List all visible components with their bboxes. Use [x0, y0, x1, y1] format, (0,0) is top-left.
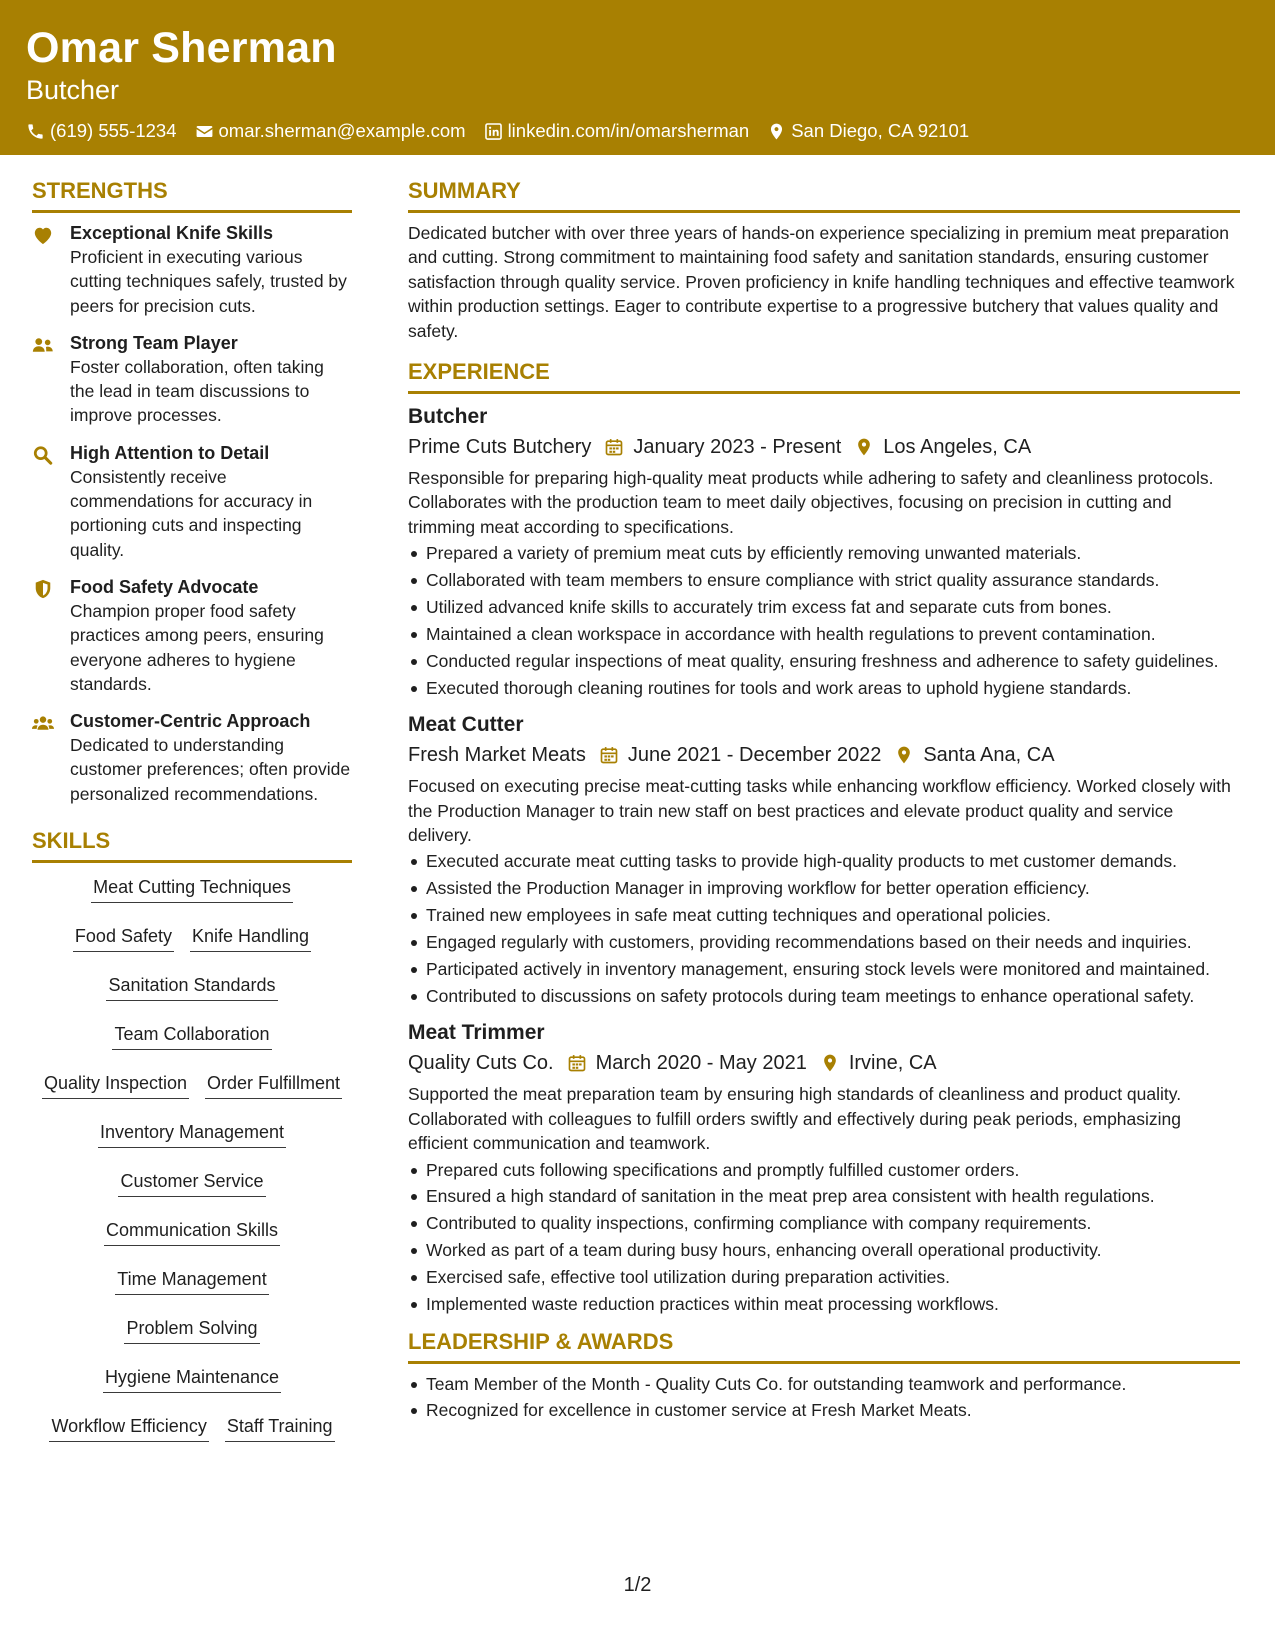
job-location: Irvine, CA [848, 1052, 937, 1075]
skill-tag: Order Fulfillment [205, 1067, 342, 1099]
skill-tag: Communication Skills [104, 1214, 280, 1246]
list-item: Participated actively in inventory management, ensuring stock levels were monitored and maintained. [408, 957, 1240, 981]
list-item: Utilized advanced knife skills to accurately trim excess fat and separate cuts from bones. [408, 595, 1240, 619]
left-column [32, 176, 352, 1459]
users-icon [32, 709, 70, 806]
calendar-icon [599, 745, 619, 765]
contact-phone-text: (619) 555-1234 [50, 120, 177, 141]
map-marker-icon [767, 122, 786, 141]
list-item: Contributed to discussions on safety protocols during team meetings to enhance operational safety. [408, 984, 1240, 1008]
list-item: Prepared cuts following specifications and promptly fulfilled customer orders. [408, 1158, 1240, 1182]
skill-tag: Sanitation Standards [106, 969, 277, 1001]
skill-tag: Team Collaboration [112, 1018, 271, 1050]
job-company: Fresh Market Meats [408, 744, 586, 767]
job-company: Quality Cuts Co. [408, 1052, 554, 1075]
job-meta [408, 740, 1240, 770]
summary-text: Dedicated butcher with over three years of hands-on experience specializing in premium meat preparation and cutting. Strong commitment to maintaining food safety and sanitation standards, ensuring customer satisfaction through quality service. Proven proficiency in knife handling techniques and effective teamwork within production settings. Eager to contribute expertise to a progressive butchery that values quality and safety. [408, 223, 1235, 341]
skill-tag: Inventory Management [98, 1116, 286, 1148]
job-description: Responsible for preparing high-quality meat products while adhering to safety and cleanliness protocols. Collaborates with the production team to meet daily objectives, focusing on precision in cutting and trimming meat according to specifications. [408, 468, 1214, 537]
list-item: Contributed to quality inspections, confirming compliance with company requirements. [408, 1211, 1240, 1235]
list-item: Maintained a clean workspace in accordance with health regulations to prevent contamination. [408, 622, 1240, 646]
awards-list [408, 1372, 1240, 1423]
skill-tag: Food Safety [73, 920, 174, 952]
awards-heading: LEADERSHIP & AWARDS [408, 1327, 1240, 1364]
job-bullets [408, 541, 1240, 700]
list-item: Implemented waste reduction practices within meat processing workflows. [408, 1292, 1240, 1316]
strength-title: Food Safety Advocate [70, 576, 259, 597]
job-entry [408, 1018, 1240, 1316]
job-location: Los Angeles, CA [883, 436, 1032, 459]
strength-title: High Attention to Detail [70, 442, 270, 463]
list-item: Executed accurate meat cutting tasks to provide high-quality products to met customer demands. [408, 849, 1240, 873]
list-item: Worked as part of a team during busy hours, enhancing overall operational productivity. [408, 1238, 1240, 1262]
contact-email[interactable] [195, 120, 466, 142]
skill-tag: Workflow Efficiency [49, 1410, 208, 1442]
list-item: Engaged regularly with customers, providing recommendations based on their needs and inquiries. [408, 930, 1240, 954]
contact-linkedin-text: linkedin.com/in/omarsherman [507, 120, 750, 141]
summary-heading: SUMMARY [408, 176, 1240, 213]
job-dates: March 2020 - May 2021 [595, 1052, 807, 1075]
linkedin-icon [484, 122, 503, 141]
job-dates: June 2021 - December 2022 [627, 744, 882, 767]
list-item: Executed thorough cleaning routines for tools and work areas to uphold hygiene standards. [408, 676, 1240, 700]
skills-list [32, 871, 352, 1459]
skill-tag: Quality Inspection [42, 1067, 189, 1099]
user-friends-icon [32, 331, 70, 428]
list-item: Collaborated with team members to ensure compliance with strict quality assurance standards. [408, 568, 1240, 592]
job-company: Prime Cuts Butchery [408, 436, 592, 459]
map-marker-icon [894, 745, 914, 765]
job-entry [408, 402, 1240, 700]
contact-phone[interactable] [26, 120, 177, 142]
heart-icon [32, 221, 70, 318]
list-item: Conducted regular inspections of meat quality, ensuring freshness and adherence to safety guidelines. [408, 649, 1240, 673]
list-item: Team Member of the Month - Quality Cuts Co. for outstanding teamwork and performance. [408, 1372, 1240, 1396]
skill-tag: Hygiene Maintenance [103, 1361, 281, 1393]
list-item: Exercised safe, effective tool utilization during preparation activities. [408, 1265, 1240, 1289]
right-column [408, 176, 1240, 1425]
strength-desc: Proficient in executing various cutting techniques safely, trusted by peers for precision cuts. [70, 247, 347, 316]
candidate-role: Butcher [26, 75, 120, 105]
list-item: Prepared a variety of premium meat cuts by efficiently removing unwanted materials. [408, 541, 1240, 565]
calendar-icon [567, 1053, 587, 1073]
strength-item [32, 221, 352, 318]
job-title: Meat Trimmer [408, 1021, 545, 1045]
candidate-name: Omar Sherman [26, 24, 337, 72]
job-bullets [408, 849, 1240, 1008]
skill-tag: Meat Cutting Techniques [91, 871, 293, 903]
strength-item [32, 575, 352, 696]
job-entry [408, 710, 1240, 1008]
list-item: Assisted the Production Manager in improving workflow for better operation efficiency. [408, 876, 1240, 900]
resume-header [0, 0, 1275, 155]
job-description: Supported the meat preparation team by ensuring high standards of cleanliness and product quality. Collaborated with colleagues to fulfill orders swiftly and effectively during peak periods, emphasizing efficient communication and teamwork. [408, 1084, 1182, 1154]
list-item: Trained new employees in safe meat cutting techniques and operational policies. [408, 903, 1240, 927]
map-marker-icon [854, 437, 874, 457]
skill-tag: Customer Service [118, 1165, 265, 1197]
search-icon [32, 441, 70, 562]
skill-tag: Knife Handling [190, 920, 311, 952]
envelope-icon [195, 122, 214, 141]
job-title: Meat Cutter [408, 713, 524, 737]
strength-item [32, 331, 352, 428]
strengths-heading: STRENGTHS [32, 176, 352, 213]
strength-title: Exceptional Knife Skills [70, 223, 274, 243]
strength-desc: Champion proper food safety practices among peers, ensuring everyone adheres to hygiene standards. [70, 600, 324, 694]
page-number: 1/2 [623, 1574, 652, 1596]
strength-item [32, 709, 352, 806]
contact-location-text: San Diego, CA 92101 [791, 120, 970, 141]
job-meta [408, 1048, 1240, 1078]
job-description: Focused on executing precise meat-cutting tasks while enhancing workflow efficiency. Worked closely with the Production Manager to train new staff on best practices and elevate product quality and service delivery. [408, 776, 1231, 845]
experience-heading: EXPERIENCE [408, 357, 1240, 394]
contact-linkedin[interactable] [484, 120, 750, 142]
strength-desc: Consistently receive commendations for accuracy in portioning cuts and inspecting quality. [70, 466, 313, 560]
job-dates: January 2023 - Present [633, 436, 842, 459]
skill-tag: Staff Training [225, 1410, 335, 1442]
strength-desc: Foster collaboration, often taking the lead in team discussions to improve processes. [70, 356, 324, 426]
skill-tag: Time Management [115, 1263, 268, 1295]
contact-bar [26, 120, 1249, 142]
skill-tag: Problem Solving [124, 1312, 259, 1344]
shield-icon [32, 575, 70, 696]
strength-title: Customer-Centric Approach [70, 711, 311, 732]
contact-location [767, 120, 969, 142]
list-item: Recognized for excellence in customer service at Fresh Market Meats. [408, 1398, 1240, 1422]
strength-desc: Dedicated to understanding customer preferences; often provide personalized recommendations. [70, 735, 351, 804]
job-title: Butcher [408, 405, 488, 429]
calendar-icon [604, 437, 624, 457]
job-location: Santa Ana, CA [923, 744, 1055, 767]
list-item: Ensured a high standard of sanitation in the meat prep area consistent with health regulations. [408, 1184, 1240, 1208]
contact-email-text: omar.sherman@example.com [218, 120, 466, 141]
strength-item [32, 441, 352, 562]
map-marker-icon [820, 1053, 840, 1073]
phone-icon [26, 122, 45, 141]
job-bullets [408, 1158, 1240, 1317]
skills-heading: SKILLS [32, 826, 352, 863]
strength-title: Strong Team Player [70, 332, 238, 353]
job-meta [408, 432, 1240, 462]
